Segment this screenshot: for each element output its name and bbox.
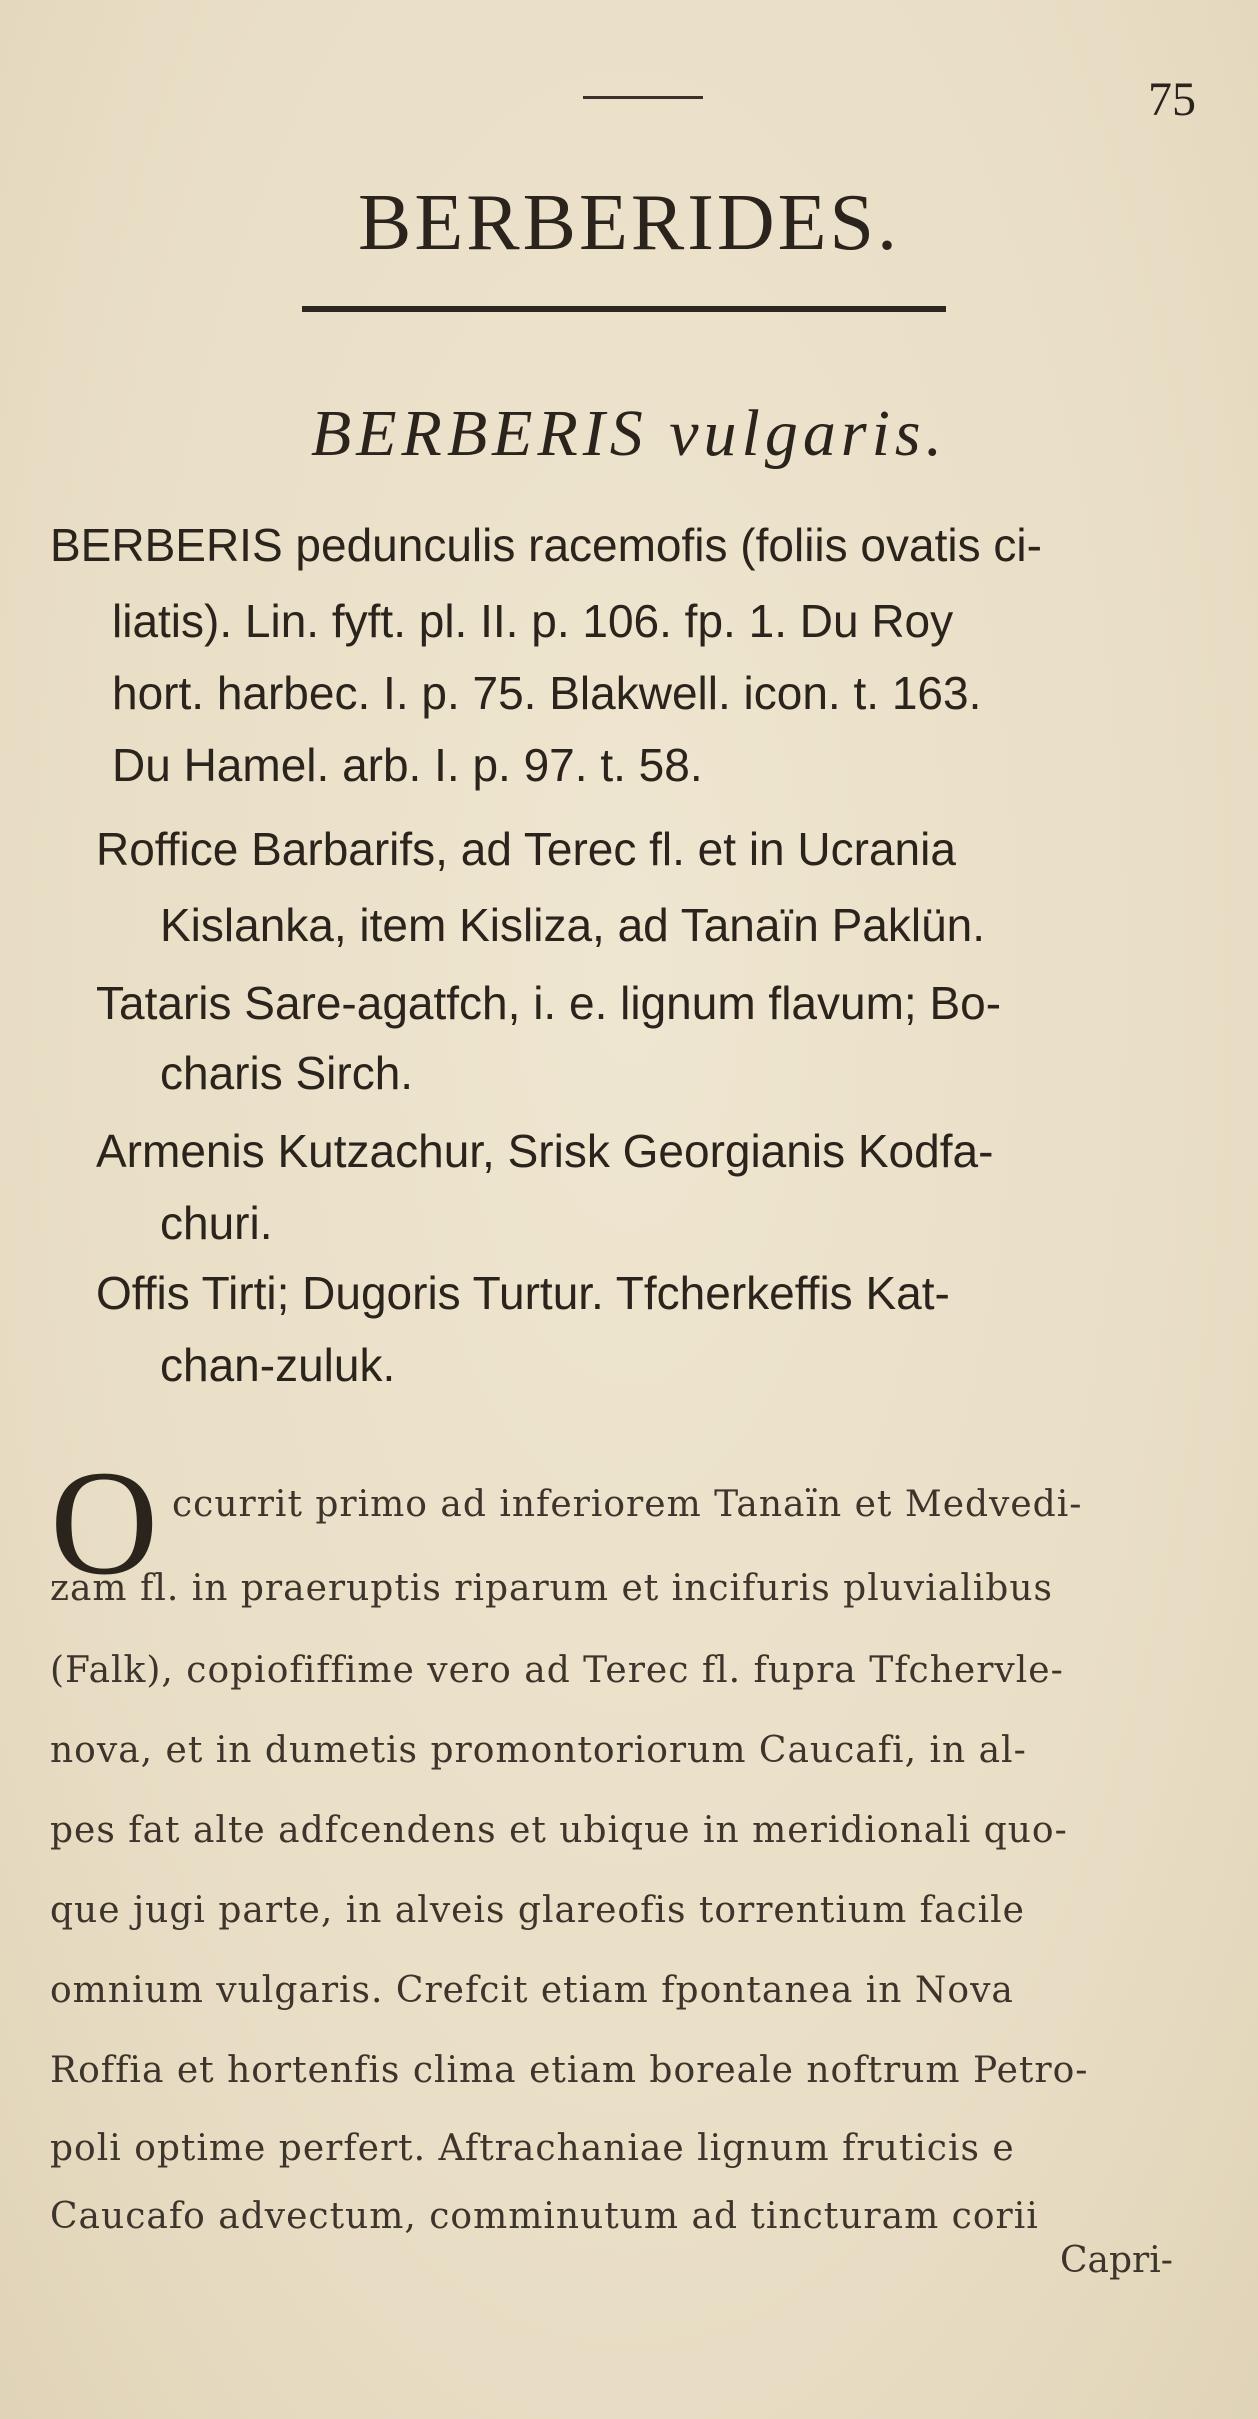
- body-line: omnium vulgaris. Crefcit etiam fpontanea in Nova: [50, 1970, 1014, 2011]
- page-number: 75: [1148, 73, 1196, 126]
- body-line: ccurrit primo ad inferiorem Tanaïn et Medvedi-: [172, 1484, 1083, 1525]
- entry-line: hort. harbec. I. p. 75. Blakwell. icon. t. 163.: [112, 667, 982, 719]
- body-line: pes fat alte adfcendens et ubique in meridionali quo-: [50, 1810, 1068, 1851]
- body-line: que jugi parte, in alveis glareofis torrentium facile: [50, 1890, 1025, 1931]
- drop-cap: O: [50, 1440, 159, 1606]
- entry-line: Du Hamel. arb. I. p. 97. t. 58.: [112, 739, 703, 791]
- body-line: zam fl. in praeruptis riparum et incifuris pluvialibus: [50, 1568, 1053, 1609]
- entry-line: liatis). Lin. fyft. pl. II. p. 106. fp. 1. Du Roy: [112, 595, 954, 647]
- body-line: poli optime perfert. Aftrachaniae lignum fruticis e: [50, 2128, 1015, 2169]
- entry-line: charis Sirch.: [160, 1047, 414, 1099]
- body-line: Roffia et hortenfis clima etiam boreale noftrum Petro-: [50, 2050, 1089, 2091]
- title-rule: [302, 306, 946, 312]
- entry-line: Roffice Barbarifs, ad Terec fl. et in Ucrania: [96, 823, 956, 875]
- entry-line: chan-zuluk.: [160, 1339, 396, 1391]
- body-line: nova, et in dumetis promontoriorum Caucafi, in al-: [50, 1730, 1027, 1771]
- header-rule: [583, 96, 703, 99]
- entry-line: Tataris Sare-agatfch, i. e. lignum flavum; Bo-: [96, 977, 1002, 1029]
- body-line: (Falk), copiofiffime vero ad Terec fl. fupra Tfchervle-: [50, 1650, 1064, 1691]
- entry-line: Offis Tirti; Dugoris Turtur. Tfcherkeffis Kat-: [96, 1267, 950, 1319]
- species-title: BERBERIS vulgaris.: [310, 397, 948, 470]
- entry-line: Armenis Kutzachur, Srisk Georgianis Kodfa-: [96, 1125, 994, 1177]
- section-title: BERBERIDES.: [358, 179, 900, 267]
- body-line: Caucafo advectum, comminutum ad tincturam corii: [50, 2196, 1039, 2237]
- entry-line: churi.: [160, 1197, 273, 1249]
- catchword: Capri-: [1060, 2240, 1173, 2281]
- entry-line: Kislanka, item Kisliza, ad Tanaïn Paklün.: [160, 899, 986, 951]
- entry-line: BERBERIS pedunculis racemofis (foliis ovatis ci-: [50, 519, 1042, 571]
